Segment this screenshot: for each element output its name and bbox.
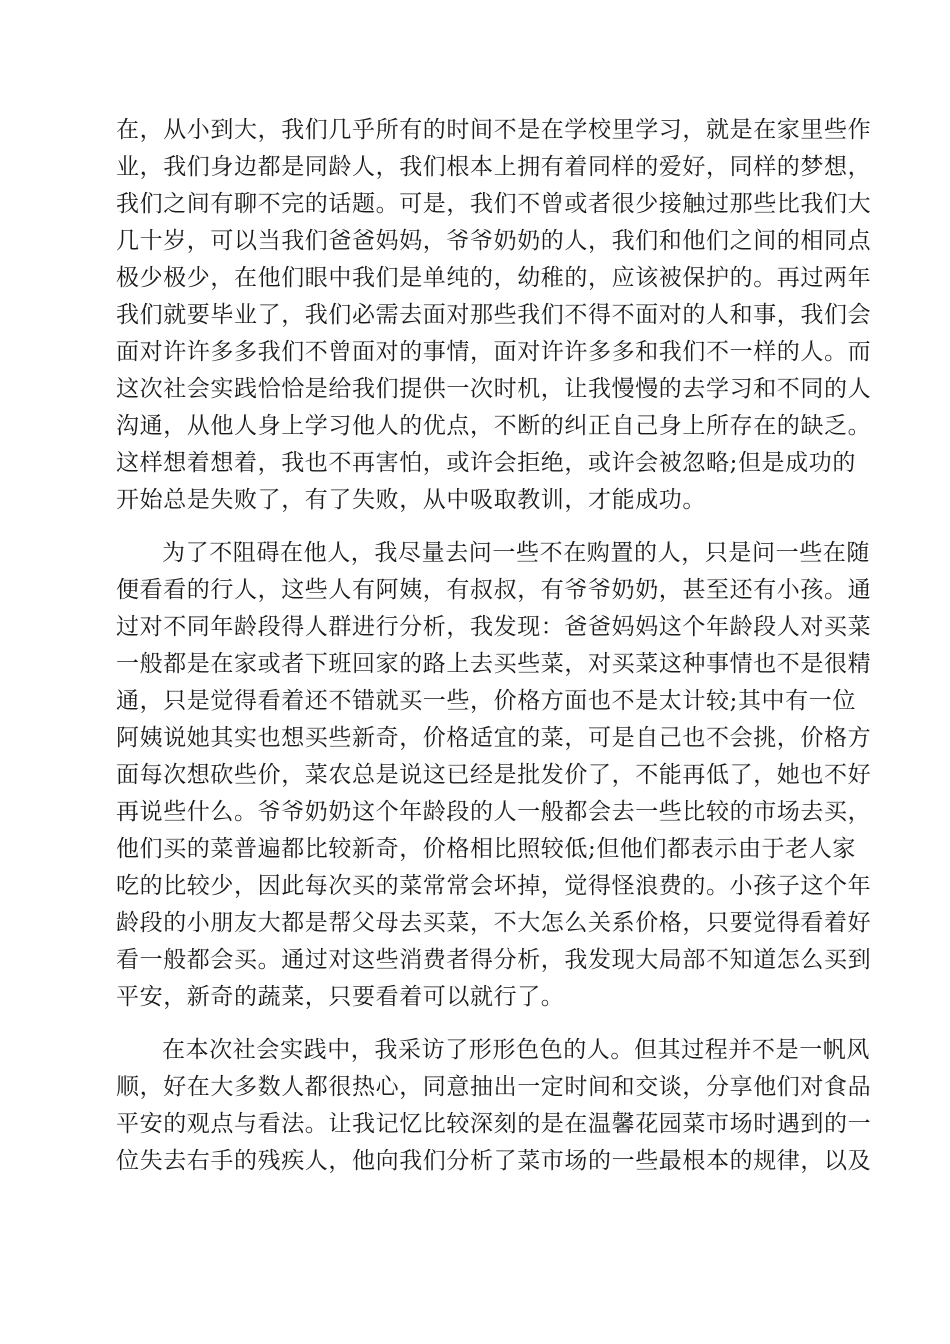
text-line: 通，只是觉得看着还不错就买一些，价格方面也不是太计较;其中有一位 — [116, 688, 856, 714]
text-line: 极少极少，在他们眼中我们是单纯的，幼稚的，应该被保护的。再过两年 — [116, 265, 872, 291]
text-line: 一般都是在家或者下班回家的路上去买些菜，对买菜这种事情也不是很精 — [116, 651, 872, 677]
text-line: 在本次社会实践中，我采访了形形色色的人。但其过程并不是一帆风 — [162, 1037, 870, 1063]
text-line: 便看看的行人，这些人有阿姨，有叔叔，有爷爷奶奶，甚至还有小孩。通 — [116, 577, 872, 603]
paragraph-spacer — [116, 1016, 834, 1032]
text-line: 平安的观点与看法。让我记忆比较深刻的是在温馨花园菜市场时遇到的一 — [116, 1111, 872, 1137]
text-line: 为了不阻碍在他人，我尽量去问一些不在购置的人，只是问一些在随 — [162, 540, 870, 566]
text-line: 我们之间有聊不完的话题。可是，我们不曾或者很少接触过那些比我们大 — [116, 191, 872, 217]
text-line: 龄段的小朋友大都是帮父母去买菜，不大怎么关系价格，只要觉得看着好 — [116, 910, 872, 936]
text-line: 几十岁，可以当我们爸爸妈妈，爷爷奶奶的人，我们和他们之间的相同点 — [116, 228, 872, 254]
text-line: 顺，好在大多数人都很热心，同意抽出一定时间和交谈，分享他们对食品 — [116, 1074, 872, 1100]
text-line: 位失去右手的残疾人，他向我们分析了菜市场的一些最根本的规律，以及 — [116, 1148, 872, 1174]
text-line: 平安，新奇的蔬菜，只要看着可以就行了。 — [116, 984, 565, 1010]
text-line: 看一般都会买。通过对这些消费者得分析，我发现大局部不知道怎么买到 — [116, 947, 872, 973]
text-line: 过对不同年龄段得人群进行分析，我发现：爸爸妈妈这个年龄段人对买菜 — [116, 614, 872, 640]
text-line: 再说些什么。爷爷奶奶这个年龄段的人一般都会去一些比较的市场去买， — [116, 799, 872, 825]
text-line: 在，从小到大，我们几乎所有的时间不是在学校里学习，就是在家里些作 — [116, 117, 872, 143]
text-line: 开始总是失败了，有了失败，从中吸取教训，才能成功。 — [116, 487, 706, 513]
text-line: 面每次想砍些价，菜农总是说这已经是批发价了，不能再低了，她也不好 — [116, 762, 872, 788]
paragraph-3 — [116, 1032, 872, 1180]
text-line: 阿姨说她其实也想买些新奇，价格适宜的菜，可是自己也不会挑，价格方 — [116, 725, 872, 751]
paragraph-1 — [116, 112, 872, 519]
text-line: 我们就要毕业了，我们必需去面对那些我们不得不面对的人和事，我们会 — [116, 302, 872, 328]
text-line: 面对许许多多我们不曾面对的事情，面对许许多多和我们不一样的人。而 — [116, 339, 872, 365]
paragraph-2 — [116, 535, 872, 1016]
text-line: 这次社会实践恰恰是给我们提供一次时机，让我慢慢的去学习和不同的人 — [116, 376, 872, 402]
paragraph-spacer — [116, 519, 834, 535]
text-line: 吃的比较少，因此每次买的菜常常会坏掉，觉得怪浪费的。小孩子这个年 — [116, 873, 872, 899]
text-line: 他们买的菜普遍都比较新奇，价格相比照较低;但他们都表示由于老人家 — [116, 836, 856, 862]
text-line: 业，我们身边都是同龄人，我们根本上拥有着同样的爱好，同样的梦想， — [116, 154, 872, 180]
body-text — [116, 112, 872, 1180]
text-line: 沟通，从他人身上学习他人的优点，不断的纠正自己身上所存在的缺乏。 — [116, 413, 872, 439]
text-line: 这样想着想着，我也不再害怕，或许会拒绝，或许会被忽略;但是成功的 — [116, 450, 856, 476]
